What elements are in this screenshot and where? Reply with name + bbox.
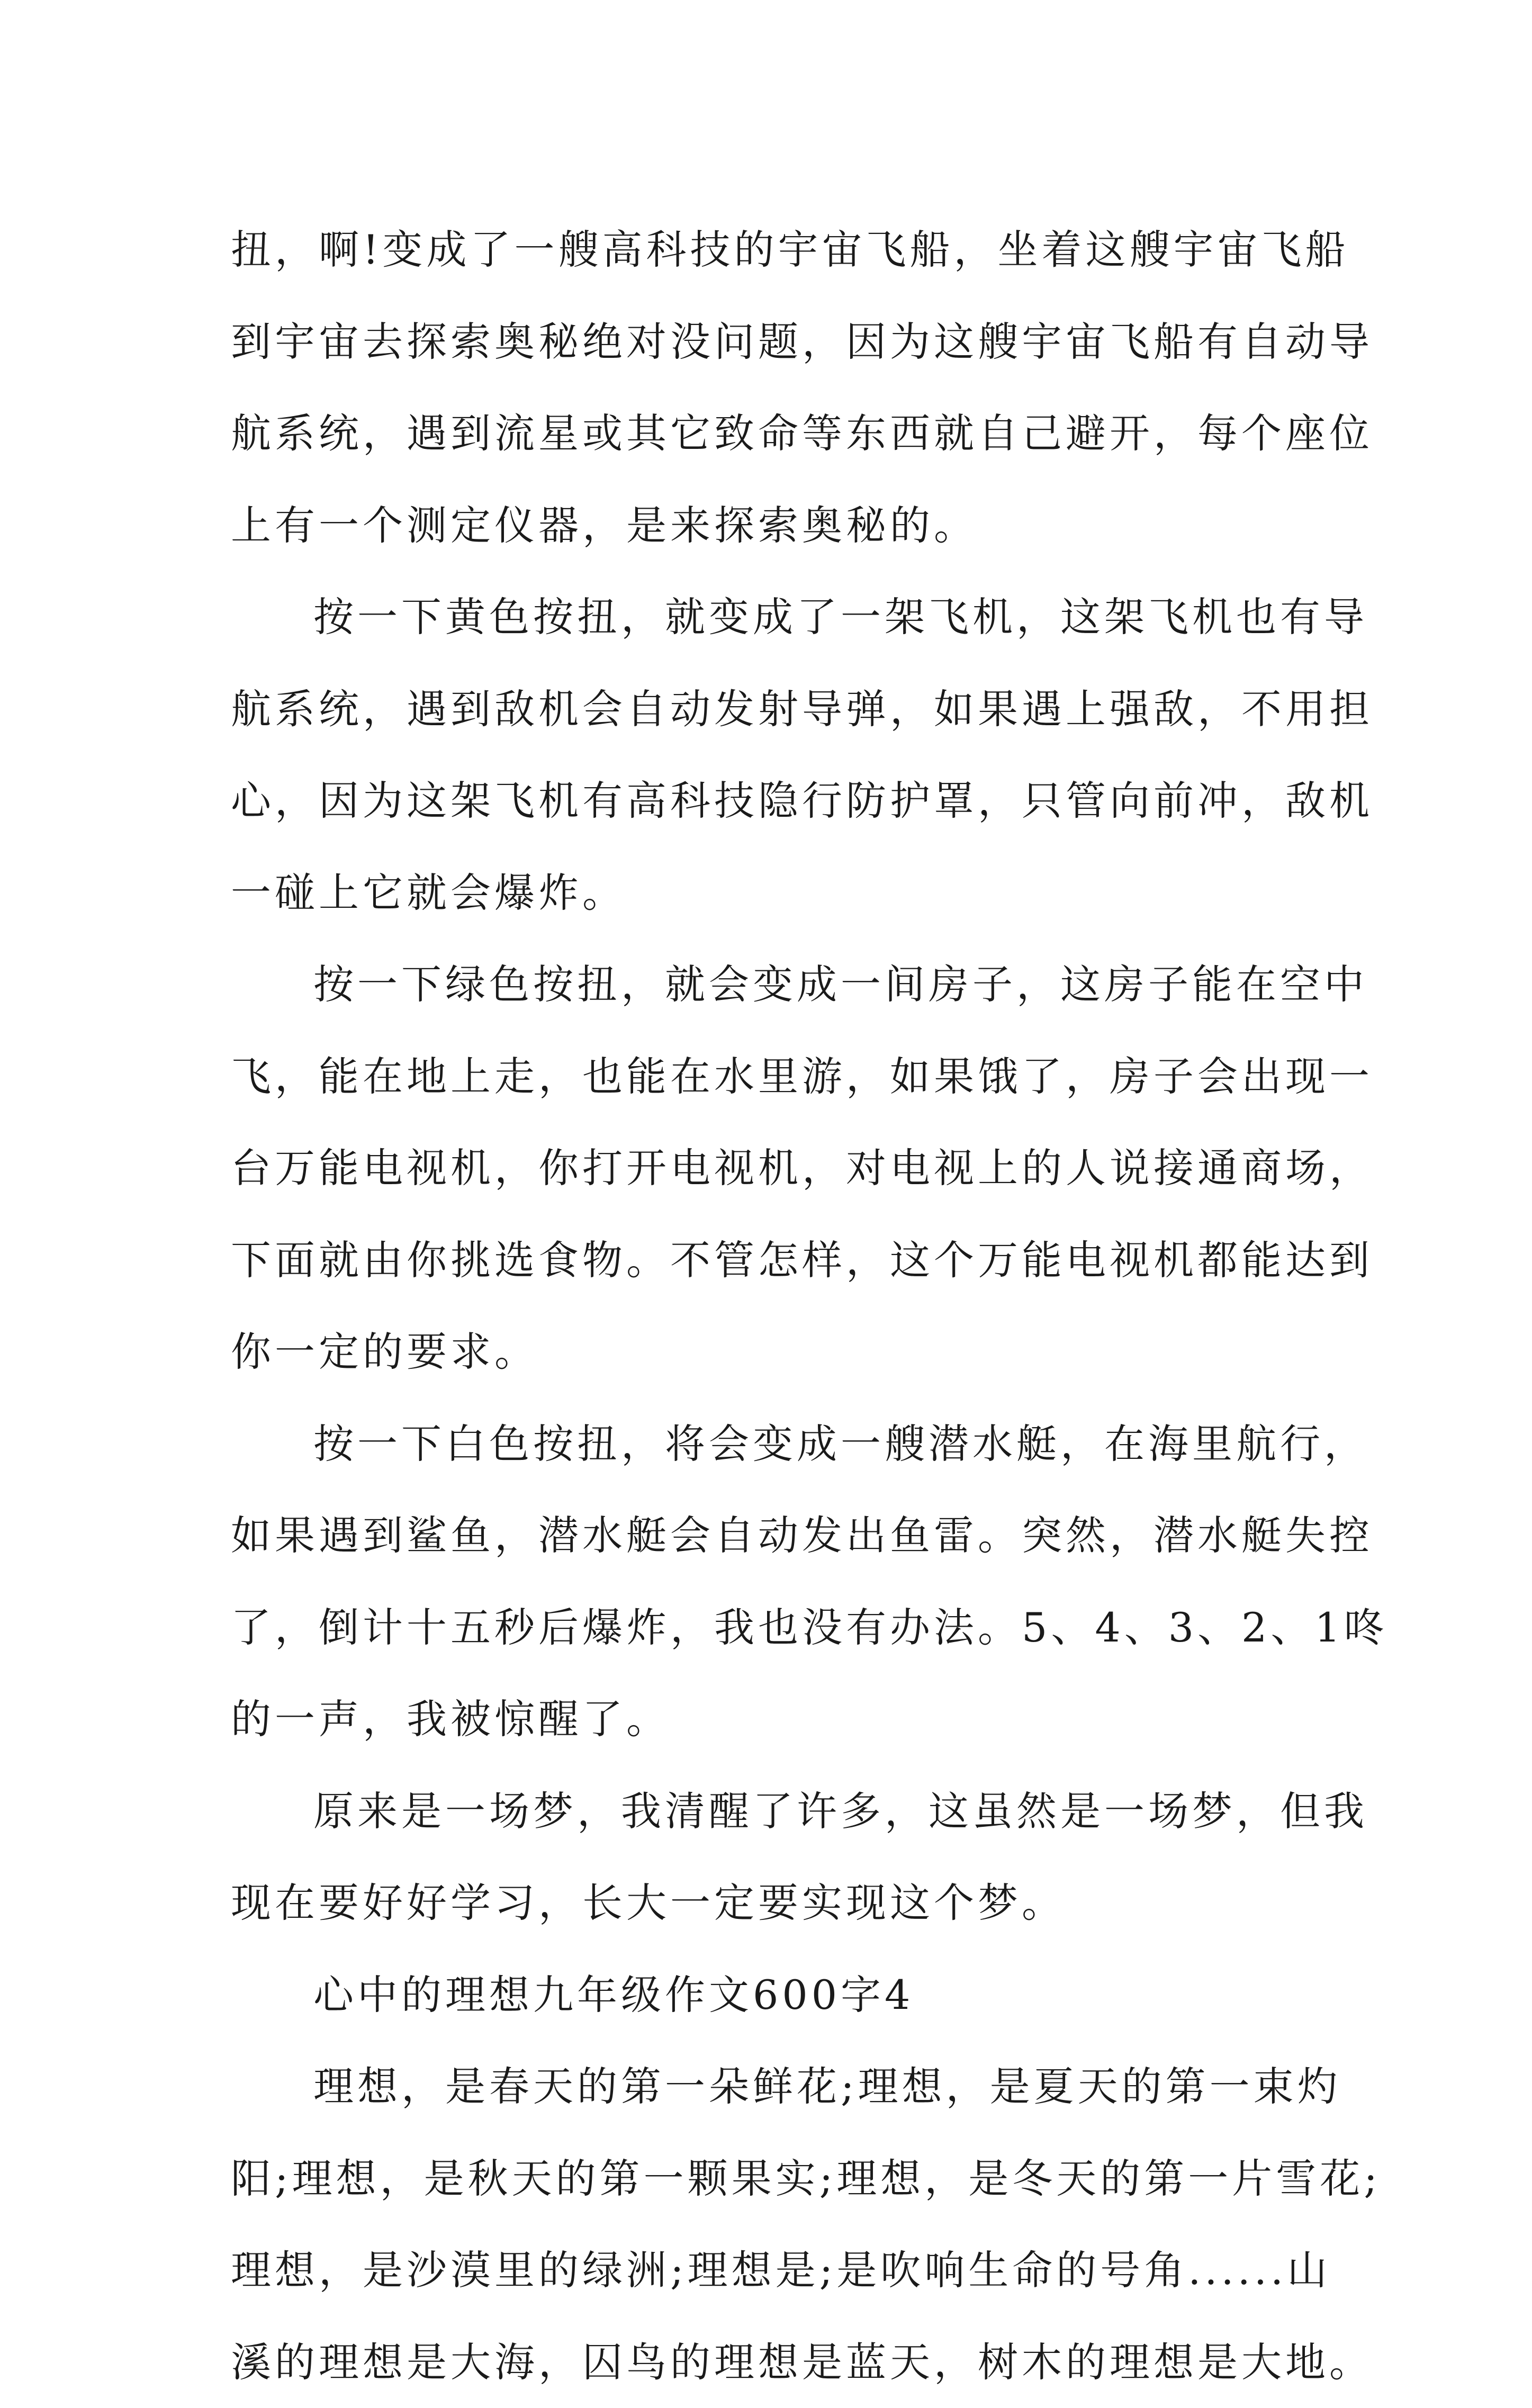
text-line-22: 阳;理想，是秋天的第一颗果实;理想，是冬天的第一片雪花; xyxy=(231,2133,1321,2225)
text-line-24: 溪的理想是大海，囚鸟的理想是蓝天，树木的理想是大地。 xyxy=(231,2316,1321,2408)
text-line-2: 到宇宙去探索奥秘绝对没问题，因为这艘宇宙飞船有自动导 xyxy=(231,296,1321,388)
text-line-14: 按一下白色按扭，将会变成一艘潜水艇，在海里航行， xyxy=(231,1398,1321,1490)
text-line-23: 理想，是沙漠里的绿洲;理想是;是吹响生命的号角......山 xyxy=(231,2224,1321,2316)
text-line-6: 航系统，遇到敌机会自动发射导弹，如果遇上强敌，不用担 xyxy=(231,663,1321,755)
text-line-3: 航系统，遇到流星或其它致命等东西就自己避开，每个座位 xyxy=(231,387,1321,480)
text-line-8: 一碰上它就会爆炸。 xyxy=(231,847,1321,939)
section-heading: 心中的理想九年级作文600字4 xyxy=(231,1949,1321,2041)
text-line-15: 如果遇到鲨鱼，潜水艇会自动发出鱼雷。突然，潜水艇失控 xyxy=(231,1490,1321,1582)
text-line-19: 现在要好好学习，长大一定要实现这个梦。 xyxy=(231,1857,1321,1949)
text-line-7: 心，因为这架飞机有高科技隐行防护罩，只管向前冲，敌机 xyxy=(231,755,1321,847)
text-line-11: 台万能电视机，你打开电视机，对电视上的人说接通商场， xyxy=(231,1122,1321,1214)
text-line-4: 上有一个测定仪器，是来探索奥秘的。 xyxy=(231,480,1321,572)
document-body xyxy=(231,204,1321,2408)
text-line-12: 下面就由你挑选食物。不管怎样，这个万能电视机都能达到 xyxy=(231,1214,1321,1306)
text-line-9: 按一下绿色按扭，就会变成一间房子，这房子能在空中 xyxy=(231,939,1321,1031)
text-line-1: 扭，啊!变成了一艘高科技的宇宙飞船，坐着这艘宇宙飞船 xyxy=(231,204,1321,296)
text-line-10: 飞，能在地上走，也能在水里游，如果饿了，房子会出现一 xyxy=(231,1031,1321,1123)
text-line-18: 原来是一场梦，我清醒了许多，这虽然是一场梦，但我 xyxy=(231,1765,1321,1857)
text-line-13: 你一定的要求。 xyxy=(231,1306,1321,1398)
text-line-16: 了，倒计十五秒后爆炸，我也没有办法。5、4、3、2、1咚 xyxy=(231,1582,1321,1674)
text-line-5: 按一下黄色按扭，就变成了一架飞机，这架飞机也有导 xyxy=(231,571,1321,663)
text-line-17: 的一声，我被惊醒了。 xyxy=(231,1673,1321,1765)
text-line-21: 理想，是春天的第一朵鲜花;理想，是夏天的第一束灼 xyxy=(231,2041,1321,2133)
